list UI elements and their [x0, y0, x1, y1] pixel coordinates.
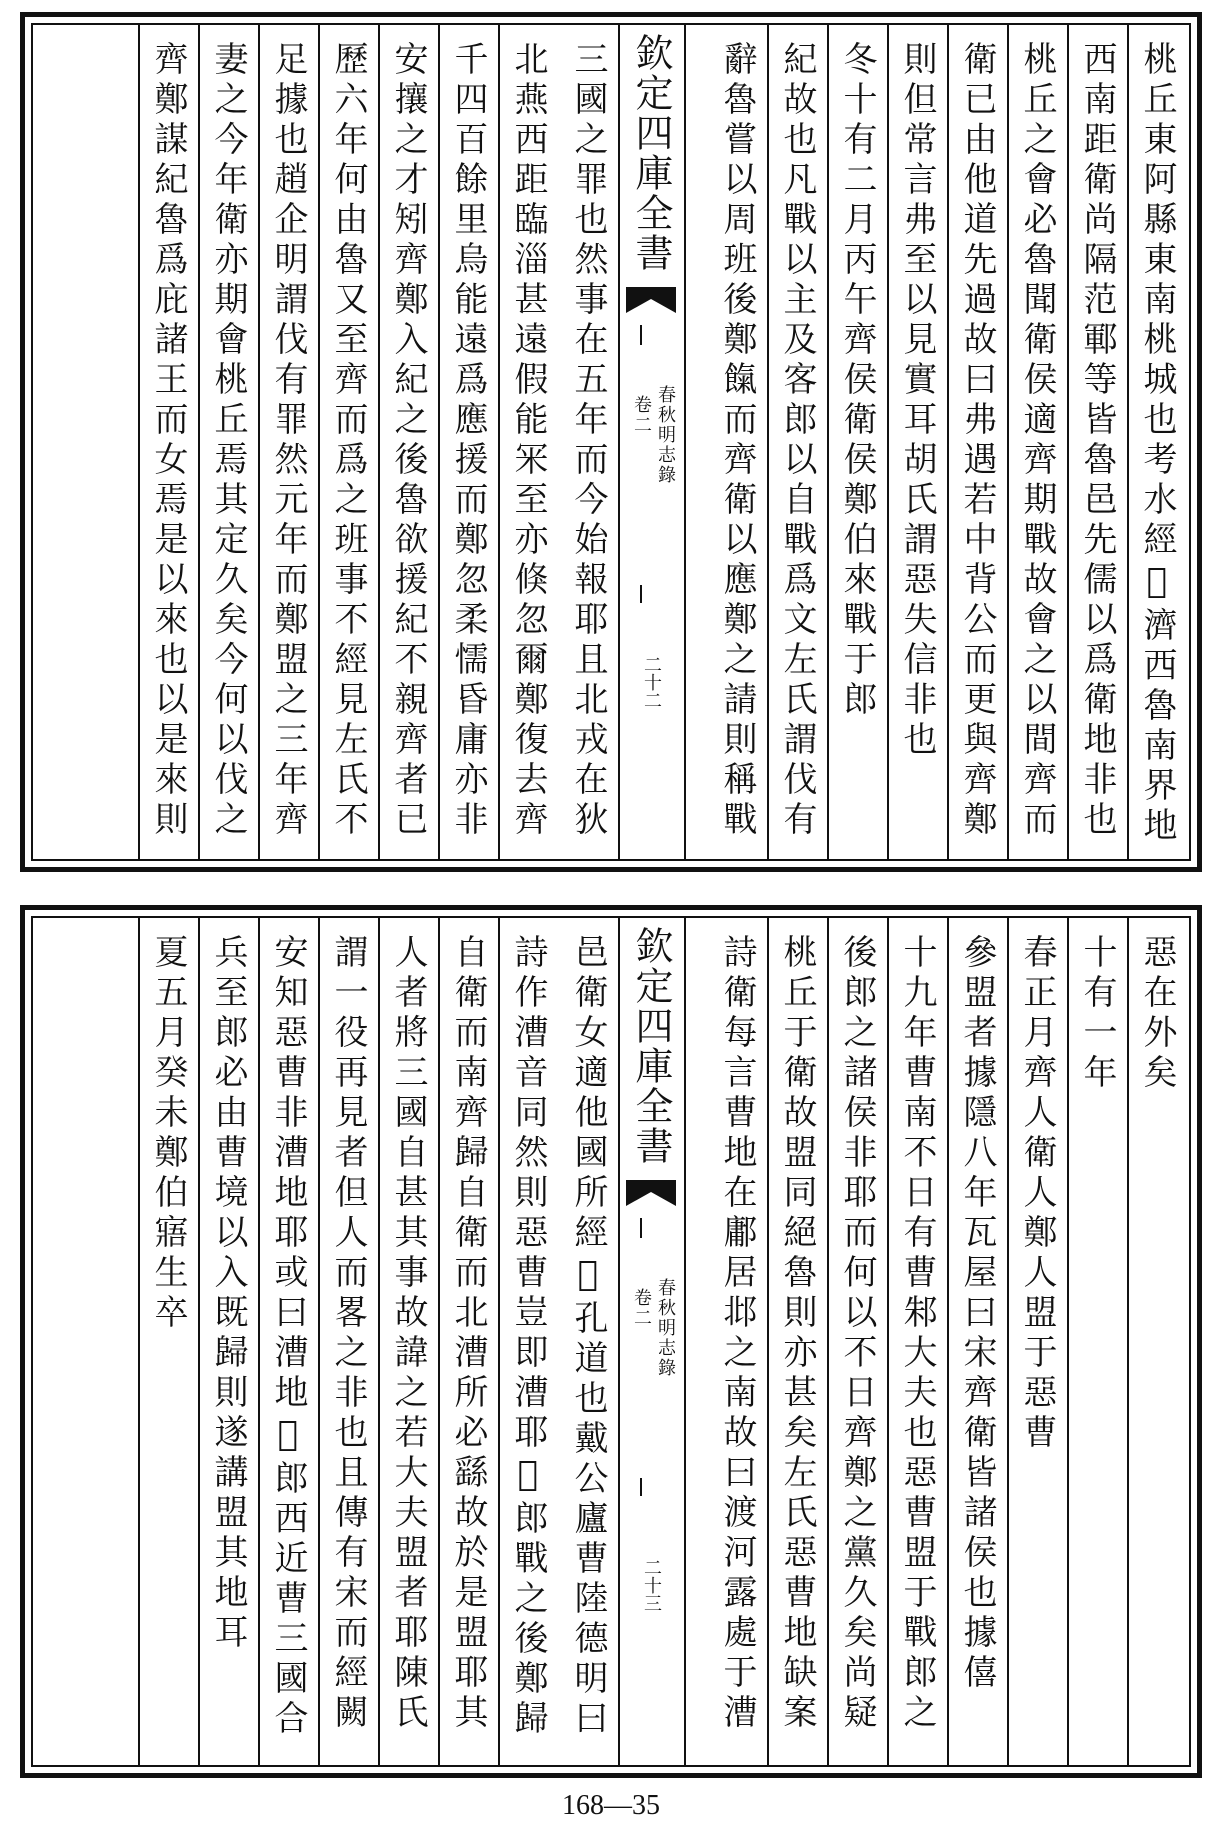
text-column: 春正月齊人衛人鄭人盟于惡曹: [1007, 918, 1067, 1765]
fishtail-ornament-icon: [626, 1180, 676, 1206]
text-column: 夏五月癸未鄭伯寤生卒: [138, 918, 198, 1765]
text-column: 十九年曹南不日有曹邾大夫也惡曹盟于戰郎之: [887, 918, 947, 1765]
lower-page-inner-border: [31, 916, 1191, 1767]
text-column: 千四百餘里烏能遠爲應援而鄭忽柔懦昏庸亦非: [438, 25, 498, 859]
text-column: 惡在外矣: [1127, 918, 1187, 1765]
fold-mark: [640, 1218, 642, 1238]
text-column: 安攘之才矧齊鄭入紀之後魯欲援紀不親齊者已: [378, 25, 438, 859]
book-title: 欽定四庫全書: [629, 33, 673, 273]
text-column: 衛已由他道先過故曰弗遇若中背公而更與齊鄭: [947, 25, 1007, 859]
text-column: 北燕西距臨淄甚遠假能冞至亦倏忽爾鄭復去齊: [498, 25, 558, 859]
text-column: 則但常言弗至以見實耳胡氏謂惡失信非也: [887, 25, 947, 859]
text-column: 紀故也凡戰以主及客郎以自戰爲文左氏謂伐有: [767, 25, 827, 859]
fold-mark: [640, 1478, 642, 1496]
text-column: 妻之今年衛亦期會桃丘焉其定久矣今何以伐之: [198, 25, 258, 859]
text-column: 人者將三國自甚其事故諱之若大夫盟者耶陳氏: [378, 918, 438, 1765]
text-column: 謂一役再見者但人而畧之非也且傳有宋而經闕: [318, 918, 378, 1765]
book-subtitle: 春秋明志錄: [655, 385, 676, 485]
text-column: 桃丘之會必魯聞衛侯適齊期戰故會之以間齊而: [1007, 25, 1067, 859]
page-number: 二十三: [641, 1558, 662, 1612]
text-column: 齊鄭謀紀魯爲庇諸王而女焉是以來也以是來則: [138, 25, 198, 859]
volume-label: 卷二: [631, 1288, 652, 1328]
text-column: 桃丘于衛故盟同絕魯則亦甚矣左氏惡曹地缺案: [767, 918, 827, 1765]
fold-mark: [640, 325, 642, 345]
upper-page-inner-border: [31, 23, 1191, 861]
text-column: 詩衛每言曹地在鄘居邶之南故曰渡河露處于漕: [717, 934, 757, 1734]
volume-label: 卷二: [631, 395, 652, 435]
center-fold-strip: [618, 918, 686, 1765]
lower-page-frame: [20, 905, 1202, 1778]
text-column: 歷六年何由魯又至齊而爲之班事不經見左氏不: [318, 25, 378, 859]
book-title: 欽定四庫全書: [629, 926, 673, 1166]
text-column: 兵至郎必由曹境以入既歸則遂講盟其地耳: [198, 918, 258, 1765]
upper-page-frame: [20, 12, 1202, 872]
text-column: 西南距衛尚隔范鄆等皆魯邑先儒以爲衛地非也: [1067, 25, 1127, 859]
text-column: 辭魯嘗以周班後鄭餼而齊衛以應鄭之請則稱戰: [717, 41, 757, 841]
center-fold-strip: [618, 25, 686, 859]
text-column: 桃丘東阿縣東南桃城也考水經𦶜濟西魯南界地: [1127, 25, 1187, 859]
text-column: 後郎之諸侯非耶而何以不日齊鄭之黨久矣尚疑: [827, 918, 887, 1765]
text-column: 足據也趙企明謂伐有罪然元年而鄭盟之三年齊: [258, 25, 318, 859]
text-column: 冬十有二月丙午齊侯衛侯鄭伯來戰于郎: [827, 25, 887, 859]
text-column: 參盟者據隱八年瓦屋曰宋齊衛皆諸侯也據僖: [947, 918, 1007, 1765]
book-subtitle: 春秋明志錄: [655, 1278, 676, 1378]
fold-mark: [640, 585, 642, 603]
text-column: 十有一年: [1067, 918, 1127, 1765]
text-column: 安知惡曹非漕地耶或曰漕地𦶜郎西近曹三國合: [258, 918, 318, 1765]
page-number: 二十二: [641, 655, 662, 709]
text-column: 詩作漕音同然則惡曹豈即漕耶𦶜郎戰之後鄭歸: [498, 918, 558, 1765]
reel-page-number: 168—35: [562, 1790, 660, 1821]
text-column: 邑衛女適他國所經𦶜孔道也戴公廬曹陸德明曰: [568, 934, 608, 1740]
text-column: 三國之罪也然事在五年而今始報耶且北戎在狄: [568, 41, 608, 841]
text-column: 自衛而南齊歸自衛而北漕所必繇故於是盟耶其: [438, 918, 498, 1765]
fishtail-ornament-icon: [626, 287, 676, 313]
